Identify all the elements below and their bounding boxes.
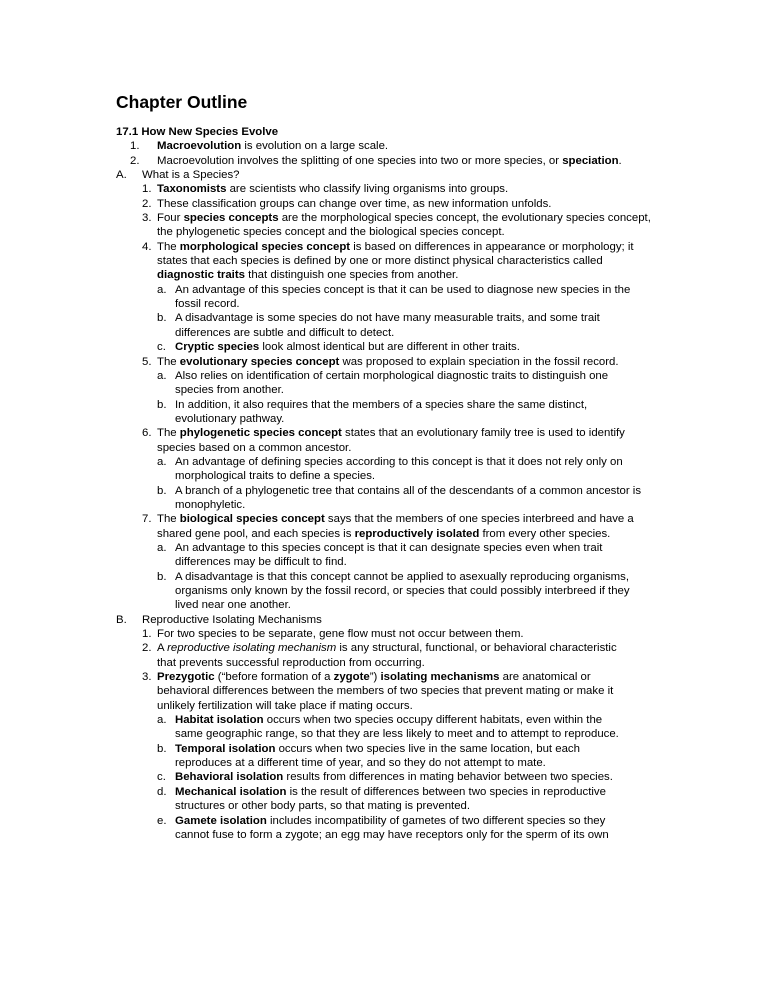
text-run: shared gene pool, and each species is xyxy=(157,527,355,540)
text-run: What is a Species? xyxy=(142,169,240,182)
outline-line xyxy=(0,699,768,713)
outline-line xyxy=(0,656,768,670)
text-run: Also relies on identification of certain morphological diagnostic traits to distinguish one xyxy=(175,369,609,382)
text-run: says that the members of one species interbreed and have a xyxy=(324,513,634,526)
text-run: states that an evolutionary family tree is used to identify xyxy=(341,427,625,440)
list-marker: a. xyxy=(157,369,167,382)
outline-line xyxy=(0,139,768,153)
outline-text xyxy=(157,139,388,153)
bold-term: evolutionary species concept xyxy=(179,355,340,368)
outline-text xyxy=(157,254,603,268)
outline-text xyxy=(157,240,634,254)
outline-text xyxy=(175,541,602,555)
list-marker: 2. xyxy=(142,197,152,210)
text-run: (“before formation of a xyxy=(214,671,334,684)
text-run: species from another. xyxy=(175,384,284,397)
outline-line xyxy=(0,627,768,641)
outline-text xyxy=(175,326,394,340)
list-marker: a. xyxy=(157,714,167,727)
text-run: is the result of differences between two species in reproductive xyxy=(286,785,606,798)
outline-line xyxy=(0,770,768,784)
outline-line xyxy=(0,814,768,828)
bold-term: zygote xyxy=(333,671,370,684)
outline-line xyxy=(0,785,768,799)
outline-text xyxy=(157,527,610,541)
text-run: These classification groups can change over time, as new information unfolds. xyxy=(157,197,552,210)
outline-text xyxy=(175,799,470,813)
list-marker: 6. xyxy=(142,427,152,440)
outline-line xyxy=(0,584,768,598)
outline-text xyxy=(157,268,458,282)
list-marker: 7. xyxy=(142,513,152,526)
text-run: For two species to be separate, gene flow must not occur between them. xyxy=(157,628,524,641)
text-run: fossil record. xyxy=(175,298,240,311)
outline-text xyxy=(175,727,619,741)
list-marker: a. xyxy=(157,283,167,296)
text-run: differences are subtle and difficult to detect. xyxy=(175,326,395,339)
outline-text xyxy=(175,814,605,828)
list-marker: 5. xyxy=(142,355,152,368)
text-run: The xyxy=(157,427,180,440)
outline-line xyxy=(0,670,768,684)
list-marker: e. xyxy=(157,814,167,827)
outline-line xyxy=(0,742,768,756)
outline-text xyxy=(157,182,508,196)
outline-line xyxy=(0,598,768,612)
outline-line xyxy=(0,168,768,182)
outline-line xyxy=(0,297,768,311)
text-run: An advantage of defining species according to this concept is that it does not rely only on xyxy=(175,455,623,468)
outline-line xyxy=(0,455,768,469)
outline-text xyxy=(157,225,505,239)
bold-term: biological species concept xyxy=(179,513,325,526)
outline-line xyxy=(0,684,768,698)
outline-line xyxy=(0,527,768,541)
outline-line xyxy=(0,326,768,340)
outline-line xyxy=(0,799,768,813)
text-run: are anatomical or xyxy=(499,671,591,684)
bold-term: speciation xyxy=(562,154,619,167)
text-run: ”) xyxy=(369,671,381,684)
text-run: An advantage of this species concept is that it can be used to diagnose new species in the xyxy=(175,283,631,296)
list-marker: 3. xyxy=(142,212,152,225)
outline-line xyxy=(0,197,768,211)
text-run: Macroevolution involves the splitting of one species into two or more species, or xyxy=(157,154,563,167)
outline-text xyxy=(175,584,630,598)
list-marker: a. xyxy=(157,541,167,554)
outline-line xyxy=(0,240,768,254)
outline-text xyxy=(175,297,240,311)
list-marker: b. xyxy=(157,398,167,411)
outline-text xyxy=(157,355,619,369)
outline-text xyxy=(175,340,520,354)
outline-line xyxy=(0,412,768,426)
outline-line xyxy=(0,125,768,139)
outline-text xyxy=(175,369,608,383)
bold-term: reproductively isolated xyxy=(354,527,480,540)
outline-line xyxy=(0,311,768,325)
list-marker: 1. xyxy=(142,628,152,641)
text-run: behavioral differences between the members of two species that prevent mating or make it xyxy=(157,685,614,698)
text-run: are the morphological species concept, the evolutionary species concept, xyxy=(278,212,651,225)
outline-line xyxy=(0,154,768,168)
text-run: morphological traits to define a species. xyxy=(175,470,376,483)
bold-term: Prezygotic xyxy=(157,671,215,684)
outline-text xyxy=(175,311,600,325)
bold-term: Habitat isolation xyxy=(175,714,264,727)
text-run: occurs when two species live in the same location, but each xyxy=(275,742,580,755)
outline-line xyxy=(0,727,768,741)
outline-line xyxy=(0,355,768,369)
list-marker: 1. xyxy=(142,183,152,196)
outline-line xyxy=(0,383,768,397)
text-run: The xyxy=(157,513,180,526)
outline-line xyxy=(0,555,768,569)
list-marker: B. xyxy=(116,613,127,626)
outline-text xyxy=(157,699,413,713)
outline-text xyxy=(157,211,651,225)
text-run: reproduces at a different time of year, and so they do not attempt to mate. xyxy=(175,757,546,770)
list-marker: b. xyxy=(157,312,167,325)
outline-line xyxy=(0,828,768,842)
list-marker: 2. xyxy=(142,642,152,655)
outline-text xyxy=(142,168,240,182)
text-run: occurs when two species occupy different habitats, even within the xyxy=(263,714,603,727)
text-run: that distinguish one species from another. xyxy=(244,269,459,282)
outline-line xyxy=(0,570,768,584)
text-run: A disadvantage is that this concept cannot be applied to asexually reproducing organisms, xyxy=(175,570,630,583)
text-run: A disadvantage is some species do not have many measurable traits, and some trait xyxy=(175,312,600,325)
outline-text xyxy=(157,441,351,455)
outline-text xyxy=(175,570,629,584)
bold-term: Gamete isolation xyxy=(175,814,267,827)
list-marker: c. xyxy=(157,771,166,784)
text-run: same geographic range, so that they are less likely to meet and to attempt to reproduce. xyxy=(175,728,619,741)
page-title: Chapter Outline xyxy=(116,92,248,112)
chapter-outline xyxy=(0,125,768,842)
outline-line xyxy=(0,254,768,268)
text-run: organisms only known by the fossil record, or species that could possibly interbreed if they xyxy=(175,585,630,597)
text-run: was proposed to explain speciation in the fossil record. xyxy=(339,355,619,368)
bold-term: Taxonomists xyxy=(157,183,227,196)
outline-line xyxy=(0,283,768,297)
bold-term: Behavioral isolation xyxy=(175,771,284,784)
text-run: is based on differences in appearance or morphology; it xyxy=(350,240,634,253)
text-run: look almost identical but are different in other traits. xyxy=(259,341,520,354)
outline-line xyxy=(0,613,768,627)
text-run: cannot fuse to form a zygote; an egg may have receptors only for the sperm of its own xyxy=(175,828,609,841)
text-run: lived near one another. xyxy=(175,599,291,612)
outline-text xyxy=(157,627,524,641)
text-run: A branch of a phylogenetic tree that contains all of the descendants of a common ancestor is xyxy=(175,484,642,497)
list-marker: 4. xyxy=(142,240,152,253)
outline-line xyxy=(0,484,768,498)
outline-text xyxy=(175,469,375,483)
bold-term: morphological species concept xyxy=(179,240,351,253)
outline-text xyxy=(157,197,551,211)
outline-text xyxy=(175,756,546,770)
outline-line xyxy=(0,211,768,225)
text-run: evolutionary pathway. xyxy=(175,412,285,425)
outline-line xyxy=(0,225,768,239)
outline-line xyxy=(0,398,768,412)
outline-text xyxy=(175,412,284,426)
bold-term: Temporal isolation xyxy=(175,742,276,755)
text-run: states that each species is defined by one or more distinct physical characteristics called xyxy=(157,255,603,268)
outline-line xyxy=(0,713,768,727)
outline-text xyxy=(175,713,602,727)
text-run: monophyletic. xyxy=(175,498,246,511)
outline-text xyxy=(175,398,587,412)
outline-text xyxy=(175,828,609,842)
list-marker: d. xyxy=(157,785,167,798)
outline-text xyxy=(157,684,613,698)
text-run: is evolution on a large scale. xyxy=(241,140,389,153)
text-run: from every other species. xyxy=(479,527,611,540)
section-heading xyxy=(116,125,278,139)
outline-text xyxy=(175,283,630,297)
outline-text xyxy=(157,426,625,440)
text-run: Reproductive Isolating Mechanisms xyxy=(142,613,322,626)
text-run: is any structural, functional, or behavioral characteristic xyxy=(336,642,617,655)
text-run: In addition, it also requires that the members of a species share the same distinct, xyxy=(175,398,588,411)
text-run: the phylogenetic species concept and the biological species concept. xyxy=(157,226,505,239)
bold-term: phylogenetic species concept xyxy=(179,427,342,440)
text-run: includes incompatibility of gametes of two different species so they xyxy=(266,814,606,827)
outline-text xyxy=(175,383,284,397)
text-run: differences may be difficult to find. xyxy=(175,556,347,569)
outline-text xyxy=(157,641,617,655)
text-run: A xyxy=(157,642,168,655)
outline-line xyxy=(0,469,768,483)
text-run: Four xyxy=(157,212,184,225)
text-run: 17.1 How New Species Evolve xyxy=(116,126,279,138)
list-marker: c. xyxy=(157,341,166,354)
outline-line xyxy=(0,756,768,770)
outline-text xyxy=(175,484,641,498)
outline-line xyxy=(0,441,768,455)
outline-text xyxy=(175,555,347,569)
bold-term: Macroevolution xyxy=(157,140,242,153)
list-marker: b. xyxy=(157,570,167,583)
bold-term: Cryptic species xyxy=(175,341,260,354)
outline-text xyxy=(157,656,425,670)
list-marker: b. xyxy=(157,742,167,755)
bold-term: species concepts xyxy=(183,212,279,225)
outline-text xyxy=(175,742,580,756)
outline-line xyxy=(0,369,768,383)
text-run: that prevents successful reproduction from occurring. xyxy=(157,656,425,669)
text-run: structures or other body parts, so that mating is prevented. xyxy=(175,800,471,813)
outline-line xyxy=(0,340,768,354)
outline-line xyxy=(0,426,768,440)
outline-line xyxy=(0,541,768,555)
list-marker: 1. xyxy=(130,140,140,153)
text-run: are scientists who classify living organisms into groups. xyxy=(226,183,509,196)
outline-line xyxy=(0,498,768,512)
list-marker: 2. xyxy=(130,154,140,167)
outline-line xyxy=(0,641,768,655)
outline-text xyxy=(157,512,634,526)
outline-text xyxy=(157,154,622,168)
bold-term: isolating mechanisms xyxy=(380,671,500,684)
outline-text xyxy=(157,670,591,684)
list-marker: a. xyxy=(157,455,167,468)
outline-text xyxy=(175,770,613,784)
outline-text xyxy=(175,598,291,612)
list-marker: A. xyxy=(116,169,127,182)
text-run: The xyxy=(157,240,180,253)
outline-line xyxy=(0,182,768,196)
text-run: An advantage to this species concept is that it can designate species even when trait xyxy=(175,541,603,554)
outline-text xyxy=(142,613,322,627)
list-marker: b. xyxy=(157,484,167,497)
outline-line xyxy=(0,512,768,526)
italic-term: reproductive isolating mechanism xyxy=(167,642,337,655)
text-run: The xyxy=(157,355,180,368)
outline-text xyxy=(175,785,606,799)
text-run: results from differences in mating behavior between two species. xyxy=(283,771,613,784)
text-run: unlikely fertilization will take place if mating occurs. xyxy=(157,699,413,712)
text-run: species based on a common ancestor. xyxy=(157,441,352,454)
outline-text xyxy=(175,455,623,469)
outline-text xyxy=(175,498,245,512)
text-run: . xyxy=(618,154,622,167)
outline-line xyxy=(0,268,768,282)
list-marker: 3. xyxy=(142,671,152,684)
bold-term: diagnostic traits xyxy=(157,269,245,282)
bold-term: Mechanical isolation xyxy=(175,785,287,798)
